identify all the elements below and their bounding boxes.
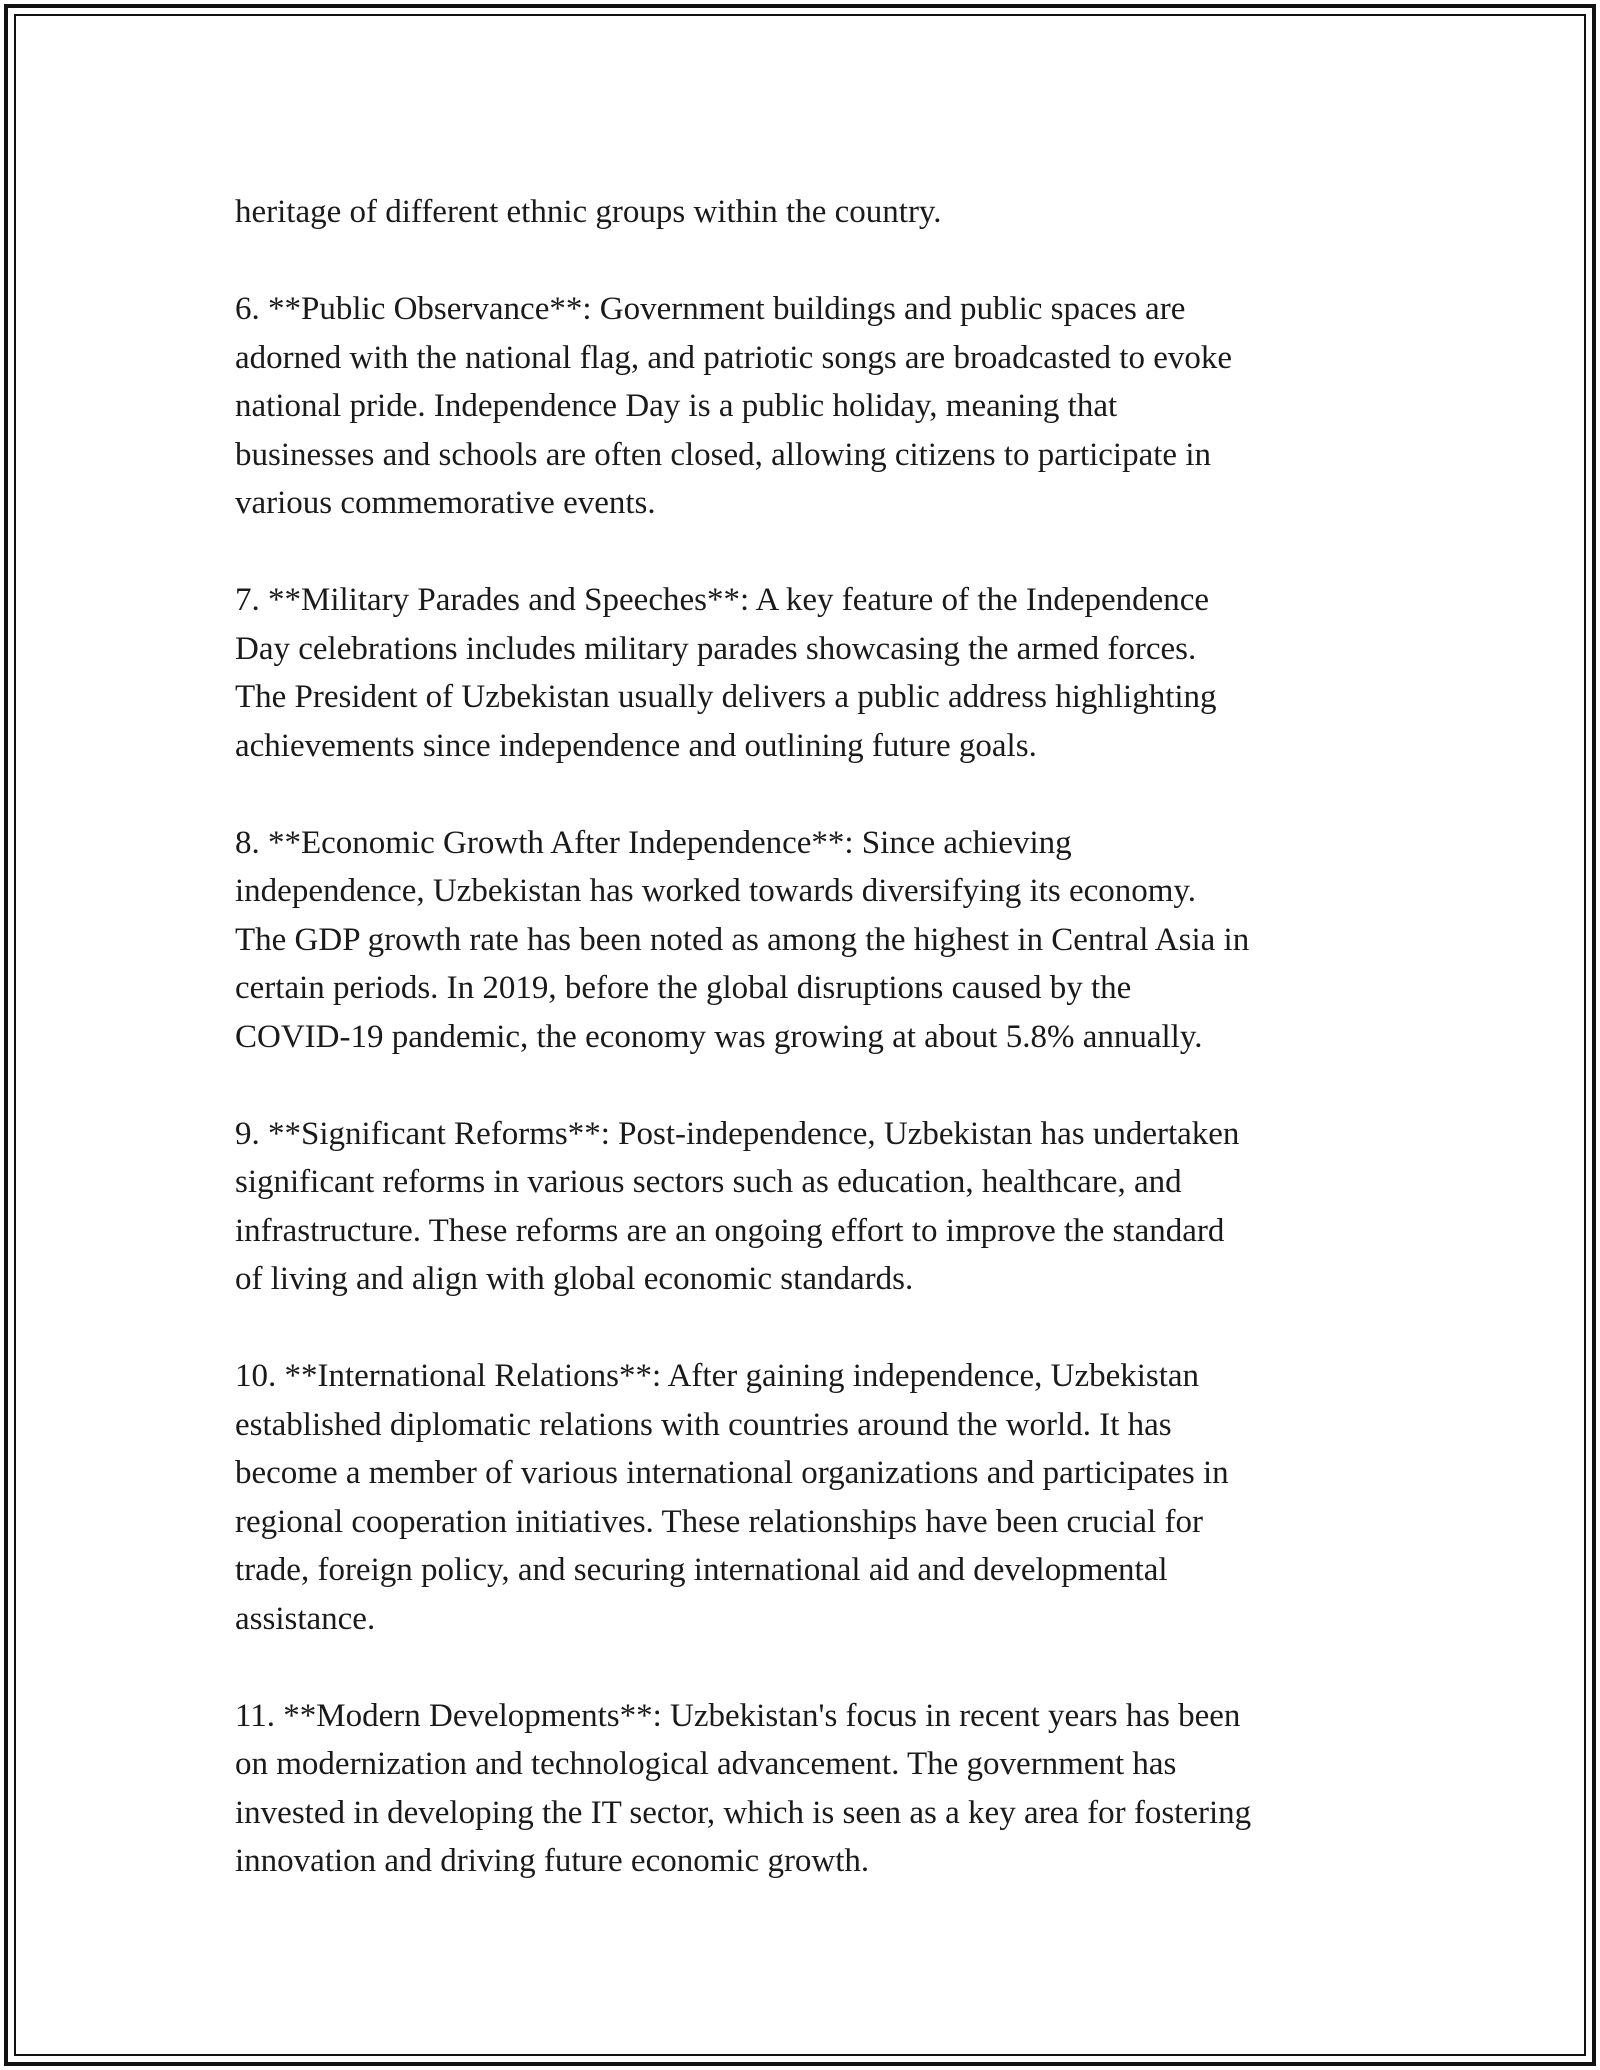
paragraph-modern-developments: 11. **Modern Developments**: Uzbekistan's focus in recent years has been on modernization and technological advancement. The government has invested in developing the IT sector, which is seen as a key area for fostering innovation and driving future economic growth.	[235, 1697, 1252, 1879]
paragraph-economic-growth: 8. **Economic Growth After Independence**: Since achieving independence, Uzbekistan has worked towards diversifying its economy. The GDP growth rate has been noted as among the highest in Central Asia in certain periods. In 2019, before the global disruptions caused by the COVID-19 pandemic, the economy was growing at about 5.8% annually.	[235, 824, 1250, 1055]
paragraph-heritage-continuation: heritage of different ethnic groups within the country.	[235, 194, 942, 230]
paragraph-military-parades: 7. **Military Parades and Speeches**: A key feature of the Independence Day celebrations includes military parades showcasing the armed forces. The President of Uzbekistan usually delivers a public address highlighting achievements since independence and outlining future goals.	[235, 582, 1217, 764]
paragraph-significant-reforms: 9. **Significant Reforms**: Post-independence, Uzbekistan has undertaken significant reforms in various sectors such as education, healthcare, and infrastructure. These reforms are an ongoing effort to improve the standard of living and align with global economic standards.	[235, 1115, 1240, 1297]
paragraph-international-relations: 10. **International Relations**: After gaining independence, Uzbekistan established diplomatic relations with countries around the world. It has become a member of various international organizations and participates in regional cooperation initiatives. These relationships have been crucial for trade, foreign policy, and securing international aid and developmental assistance.	[235, 1358, 1229, 1637]
paragraph-public-observance: 6. **Public Observance**: Government buildings and public spaces are adorned with the national flag, and patriotic songs are broadcasted to evoke national pride. Independence Day is a public holiday, meaning that businesses and schools are often closed, allowing citizens to participate in various commemorative events.	[235, 291, 1232, 521]
document-body	[235, 188, 1395, 1934]
